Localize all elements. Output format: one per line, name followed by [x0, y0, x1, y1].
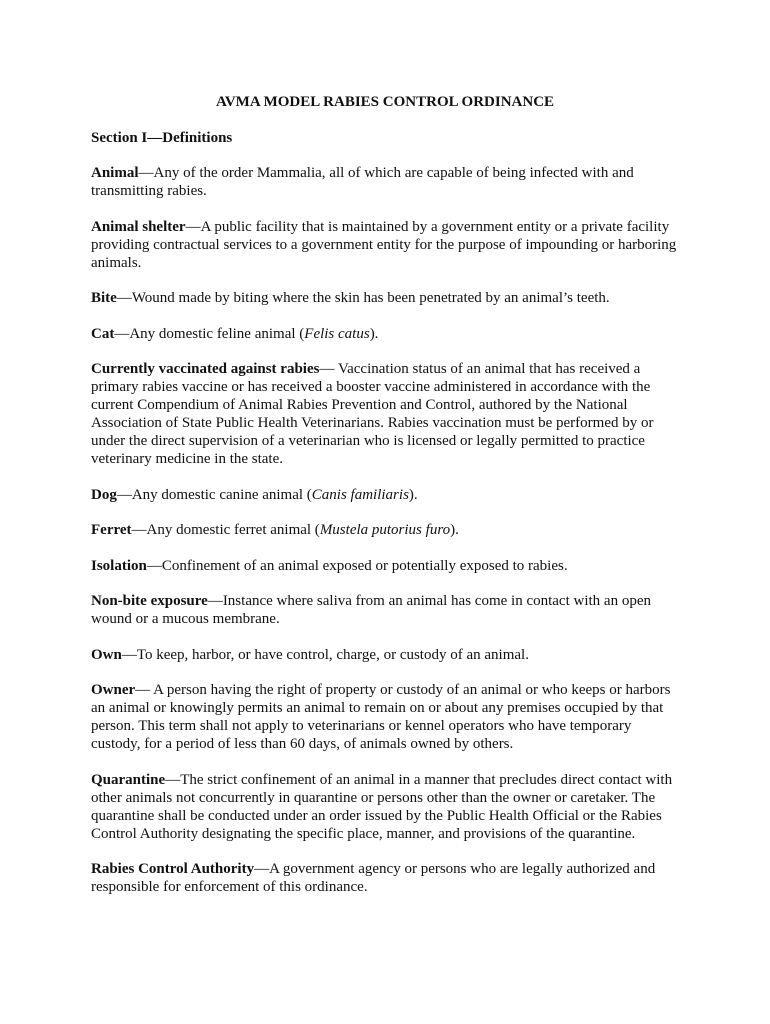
definition-item [91, 646, 681, 664]
definition-text: —Any domestic ferret animal ( [131, 522, 320, 538]
definition-text: —A public facility that is maintained by a government entity or a private facility providing contractual services to a government entity for the purpose of impounding or harboring animals. [91, 218, 677, 271]
definition-term: Isolation [91, 557, 147, 574]
definition-text: —Any of the order Mammalia, all of which are capable of being infected with and transmitting rabies. [91, 165, 634, 199]
definition-item [91, 521, 681, 539]
definition-term: Dog [91, 486, 117, 503]
definition-item [91, 681, 681, 753]
definition-text: —To keep, harbor, or have control, charge, or custody of an animal. [121, 646, 529, 663]
definition-term: Quarantine [91, 771, 166, 788]
document-title: AVMA MODEL RABIES CONTROL ORDINANCE [215, 94, 555, 110]
definition-text-end: ). [369, 325, 379, 342]
definition-term: Currently vaccinated against rabies [91, 361, 320, 377]
definition-item [91, 325, 681, 343]
definition-text: — Vaccination status of an animal that has received a primary rabies vaccine or has received a booster vaccine administered in accordance with the current Compendium of Animal Rabies Prevention and Control, authored by the National Association of State Public Health Veterinarians. Rabies vaccination must be performed by or under the direct supervision of a veterinarian who is licensed or legally permitted to practice veterinary medicine in the state. [91, 361, 654, 467]
definition-term: Bite [91, 290, 117, 306]
definition-text: —Instance where saliva from an animal has come in contact with an open wound or a mucous membrane. [91, 593, 651, 627]
definition-item [91, 860, 681, 896]
definition-item [91, 592, 681, 628]
definition-text-end: ). [408, 486, 418, 503]
definitions-list [91, 164, 681, 914]
definition-text: —Any domestic feline animal ( [114, 325, 305, 342]
definition-item [91, 771, 681, 843]
definition-term: Non-bite exposure [91, 593, 208, 609]
definition-term: Animal shelter [91, 218, 186, 235]
definition-term: Animal [91, 165, 139, 181]
definition-term: Cat [91, 325, 115, 342]
definition-text: —Wound made by biting where the skin has been penetrated by an animal’s teeth. [116, 290, 610, 306]
definition-term: Ferret [91, 522, 132, 538]
scientific-name: Canis familiaris [311, 486, 409, 503]
definition-item [91, 360, 681, 468]
definition-item [91, 164, 681, 200]
scientific-name: Mustela putorius furo [319, 522, 451, 538]
definition-text: — A person having the right of property or custody of an animal or who keeps or harbors an animal or knowingly permits an animal to remain on or about any premises occupied by that person. This term shall not apply to veterinarians or kennel operators who have temporary custody, for a period of less than 60 days, of animals owned by others. [91, 682, 671, 752]
section-heading: Section I—Definitions [91, 130, 233, 146]
definition-text: —A government agency or persons who are legally authorized and responsible for enforcement of this ordinance. [91, 861, 656, 895]
definition-item [91, 486, 681, 504]
definition-text: —Confinement of an animal exposed or potentially exposed to rabies. [146, 557, 568, 574]
definition-item [91, 289, 681, 307]
definition-term: Owner [91, 682, 136, 698]
definition-item [91, 557, 681, 575]
definition-text: —Any domestic canine animal ( [116, 486, 312, 503]
definition-text-end: ). [450, 522, 459, 538]
definition-term: Rabies Control Authority [91, 861, 255, 877]
definition-item [91, 218, 681, 272]
scientific-name: Felis catus [304, 325, 370, 342]
definition-term: Own [91, 646, 122, 663]
definition-text: —The strict confinement of an animal in a manner that precludes direct contact with other animals not concurrently in quarantine or persons other than the owner or caretaker. The quarantine shall be conducted under an order issued by the Public Health Official or the Rabies Control Authority designating the specific place, manner, and provisions of the quarantine. [91, 771, 673, 842]
